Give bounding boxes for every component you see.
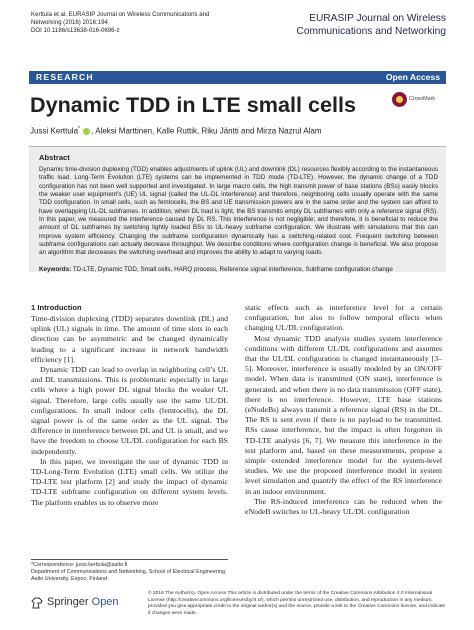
citation-line-1: Kerttula et al. EURASIP Journal on Wireless Communications and — [31, 11, 210, 18]
section-heading-introduction: 1 Introduction — [31, 303, 82, 312]
keywords-label: Keywords: — [39, 266, 72, 273]
citation-block — [31, 11, 236, 36]
keywords-line — [29, 266, 446, 274]
right-paragraph-3: The RS-induced interference can be reduced when the eNodeB switches to UL-heavy UL/DL configuration — [245, 496, 442, 517]
co-authors: , Aleksi Marttinen, Kalle Ruttik, Riku Jäntti and Mirza Nazrul Alam — [91, 126, 322, 136]
orcid-icon[interactable] — [83, 128, 90, 135]
corresponding-author[interactable]: Jussi Kerttula — [30, 126, 79, 136]
crossmark-icon — [392, 92, 407, 107]
correspondence-footnote — [31, 559, 228, 583]
affiliation: Department of Communications and Networking, School of Electrical Engineering, Aalto University, Espoo, Finland — [31, 569, 227, 582]
license-text: © 2016 The Author(s). Open Access This article is distributed under the terms of the Creative Commons Attribution 4.0 International License (http://creativecommons.org/licenses/by/4.0/), which permits unrestricted use, distribution, and reproduction in any medium, provided you give appropriate credit to the original author(s) and the source, provide a link to the Creative Commons license, and indicate if changes were made. — [148, 591, 446, 616]
article-type-band — [29, 71, 446, 84]
correspondence-email[interactable]: *Correspondence: jussi.kerttula@aalto.fi — [31, 562, 128, 568]
article-type-label: RESEARCH — [36, 72, 94, 82]
open-access-label: Open Access — [385, 72, 440, 82]
author-list — [30, 124, 322, 137]
right-paragraph-1: static effects such as interference level for a certain configuration, but also to follow temporal effects when changing UL/DL configuration. — [245, 303, 442, 333]
intro-paragraph-1: Time-division duplexing (TDD) separates downlink (DL) and uplink (UL) signals in time. The amount of time slots in each direction can be asymmetric and be changed dynamically leading to a significant increase in network bandwidth efficiency [1]. — [31, 314, 228, 364]
corresponding-marker: * — [78, 126, 80, 132]
body-column-left — [31, 303, 228, 508]
publisher-name: Springer Open — [47, 596, 119, 608]
citation-line-2: Networking (2016) 2016:194 — [31, 19, 108, 27]
abstract-text: Dynamic time-division duplexing (TDD) enables adjustments of uplink (UL) and downlink (DL) resources flexibly according to the instantaneous traffic load. Long-Term Evolution (LTE) systems can be implemented in TDD mode (TD-LTE). However, the dynamic change of a TDD configuration has not been well supported and investigated. In large macro cells, the high transmit power of base stations (BSs) easily blocks the weaker user equipment’s (UE) UL signal (called the UL-DL interference) and therefore, neighboring cells usually operate with the same TDD configuration. In small cells, such as femtocells, the BS and UE transmission powers are in the same order and the system can afford to have overlapping UL-DL subframes. In addition, when DL load is light, the BS transmits empty DL subframes with only a reference signal (RS). In this paper, we measured the interference caused by DL RS. This interference is not negligible; and therefore, it is beneficial to reduce the amount of DL subframes by switching lightly loaded BSs to UL-heavy subframe configuration. We illustrate with simulations that this can improve system efficiency. Changing the subframe configuration dynamically has a switching-related cost. Frequent switching between subframe configurations can actually decrease throughput. We describe conditions where configuration change is beneficial. We also propose an algorithm that decreases the switching overhead and improves the ability to adapt to varying loads. — [39, 166, 438, 257]
springer-horse-icon — [30, 596, 44, 610]
abstract-heading: Abstract — [39, 153, 70, 162]
keywords-text: TD-LTE, Dynamic TDD, Small cells, HARQ process, Reference signal interference, Subframe configuration change — [71, 266, 393, 273]
crossmark-badge[interactable] — [392, 91, 436, 115]
body-column-right — [245, 303, 442, 517]
journal-name-line-2: Communications and Networking — [296, 25, 446, 37]
journal-name-line-1: EURASIP Journal on Wireless — [309, 13, 446, 24]
right-paragraph-2: Most dynamic TDD analysis studies system interference conditions with different UL/DL configurations and assumes that the UL/DL configuration is changed instantaneously [3–5]. Moreover, interference is usually modeled by an ON/OFF model. When data is transmitted (ON state), interference is generated, and when there is no data transmission (OFF state), there is no interference. However, LTE base stations (eNodeBs) always transmit a reference signal (RS) in the DL. The RS is sent even if there is no payload to be transmitted. RSs cause interference, but the impact is often forgotten in TD-LTE analysis [6, 7]. We measure this interference in the test platform and, based on these measurements, propose a simple extended interference model for the system-level studies. We use the proposed interference model in system level simulation and quantify the effect of the RS interference in an indoor environment. — [245, 333, 442, 496]
doi-link[interactable]: DOI 10.1186/s13638-016-0696-z — [31, 27, 120, 35]
article-title: Dynamic TDD in LTE small cells — [30, 92, 357, 117]
intro-paragraph-3: In this paper, we investigate the use of dynamic TDD in TD-Long-Term Evolution (LTE) small cells. We utilize the TD-LTE test platform [2] and study the impact of dynamic TD-LTE subframe configuration on different system levels. The platform enables us to observe more — [31, 456, 228, 507]
abstract-box — [29, 146, 446, 272]
journal-name — [246, 13, 446, 38]
intro-paragraph-2: Dynamic TDD can lead to overlap in neighboring cell’s UL and DL transmissions. This is problematic especially in large cells where a high power DL signal blocks the weaker UL signal. Therefore, large cells usually use the same UL/DL configurations. In small indoor cells (femtocells), the DL signal power is of the same order as the UL signal. The difference in interference between DL and UL is small, and we have the freedom to choose UL/DL configuration for each BS independently. — [31, 365, 228, 456]
crossmark-label: CrossMark — [409, 96, 436, 102]
publisher-logo[interactable] — [30, 594, 130, 612]
